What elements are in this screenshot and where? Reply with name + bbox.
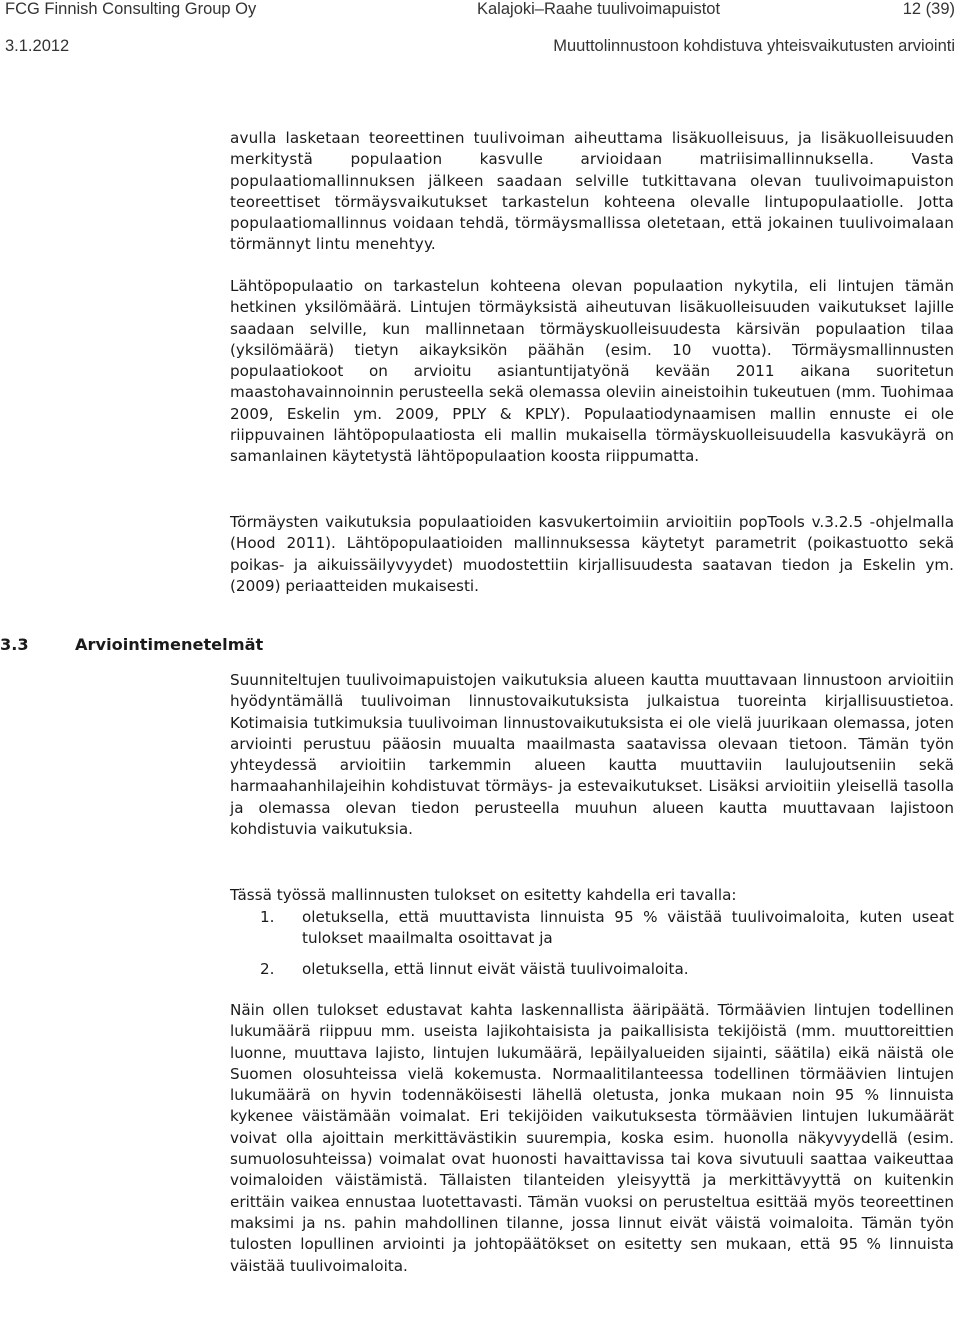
paragraph-text: Näin ollen tulokset edustavat kahta laskennallista ääripäätä. Törmäävien lintujen todellinen lukumäärä riippuu mm. useista lajikohtaisista ja paikallisista tekijöistä (mm. muuttoreittien luonne, muuttava lajisto, lintujen lukumäärä, lepäilyalueiden sijainti, säätila) eikä näistä ole Suomen olosuhteissa vielä kokemusta. Normaalitilanteessa todellinen törmäävien lintujen lukumäärä on hyvin todennäköisesti lähellä oletusta, jonka mukaan noin 95 % linnuista kykenee väistämään voimalat. Eri tekijöiden vaikutuksesta törmäävien lintujen lukumäärät voivat olla ajoittain merkittävästikin suurempia, koska esim. huonolla näkyvyydellä (esim. sumuolosuhteissa) voimalat ovat huonosti havaittavissa tai kova sivutuuli saattaa vaikeuttaa voimaloiden väistämistä. Tällaisten tilanteiden yleisyyttä ja merkittävyyttä on kuitenkin erittäin vaikea ennustaa luotettavasti. Tämän vuoksi on perusteltua esittää myös teoreettinen maksimi ja ns. pahin mahdollinen tilanne, jossa linnut eivät väistä voimaloita. Tämän työn tulosten lopullinen arviointi ja johtopäätökset on esitetty sen mukaan, että 95 % linnuista väistää tuulivoimaloita. bbox=[230, 1001, 954, 1275]
company-name: FCG Finnish Consulting Group Oy bbox=[5, 0, 257, 18]
page-number: 12 (39) bbox=[902, 0, 955, 18]
paragraph-poptools bbox=[230, 512, 954, 597]
list-marker: 2. bbox=[260, 959, 275, 978]
page-header bbox=[5, 0, 955, 62]
document-title: Muuttolinnustoon kohdistuva yhteisvaikutusten arviointi bbox=[553, 37, 955, 55]
paragraph-text: avulla lasketaan teoreettinen tuulivoiman aiheuttama lisäkuolleisuus, ja lisäkuolleisuuden merkitystä populaation kasvulle arvioidaan matriisimallinnuksella. Vasta populaatiomallinnuksen jälkeen saadaan selville tutkittavana olevan tuulivoimapuiston teoreettiset törmäysvaikutukset tarkastelun kohteena olevalle lintupopulaatiolle. Jotta populaatiomallinnus voidaan tehdä, törmäysmallissa oletetaan, että jokainen tuulivoimalaan törmännyt lintu menehtyy. bbox=[230, 129, 954, 254]
list-item-text: oletuksella, että muuttavista linnuista 95 % väistää tuulivoimaloita, kuten useat tulokset maailmalta osoittavat ja bbox=[302, 908, 954, 948]
list-marker: 1. bbox=[260, 908, 275, 926]
paragraph-text: Lähtöpopulaatio on tarkastelun kohteena olevan populaation nykytila, eli lintujen tämän hetkinen yksilömäärä. Lintujen törmäyksistä aiheutuvan lisäkuolleisuuden vaikutukset lajille saadaan selville, kun mallinnetaan törmäyskuolleisuudesta kärsivän populaation tilaa (yksilömäärä) tietyn aikayksikön päähän (esim. 10 vuotta). Törmäysmallinnusten populaatiokoot on arvioitu asiantuntijatyönä kevään 2011 aikana suoritetun maastohavainnoinnin perusteella sekä olemassa oleviin aineistoihin tukeutuen (mm. Tuohimaa 2009, Eskelin ym. 2009, PPLY & KPLY). Populaatiodynaamisen mallin ennuste ei ole riippuvainen lähtöpopulaatiosta eli mallin mukaisella törmäyskuolleisuudella kasvukäyrä on samanlainen käytetystä lähtöpopulaation koosta riippumatta. bbox=[230, 277, 954, 466]
section-title: Arviointimenetelmät bbox=[75, 635, 264, 654]
paragraph-starting-population bbox=[230, 276, 954, 468]
list-item bbox=[230, 907, 954, 950]
paragraph-list-intro bbox=[230, 885, 954, 906]
section-number: 3.3 bbox=[0, 635, 29, 654]
paragraph-text: Suunniteltujen tuulivoimapuistojen vaikutuksia alueen kautta muuttavaan linnustoon arvioitiin hyödyntämällä tuulivoiman linnustovaikutuksista julkaistua tuoreinta kirjallisuustietoa. Kotimaisia tutkimuksia tuulivoiman linnustovaikutuksista ei ole vielä juurikaan olemassa, joten arviointi perustuu pääosin muualta maailmasta saatavissa olevaan tietoon. Tämän työn yhteydessä arvioitiin tarkemmin alueen kautta muuttaviin laulujoutseniin sekä harmaahanhilajeihin kohdistuvat törmäys- ja estevaikutukset. Lisäksi arvioitiin yleisellä tasolla ja olemassa olevan tiedon perusteella muuhun alueen kautta muuttavaan lajistoon kohdistuvia vaikutuksia. bbox=[230, 671, 954, 839]
results-method-list bbox=[230, 907, 954, 989]
project-name: Kalajoki–Raahe tuulivoimapuistot bbox=[477, 0, 721, 18]
list-item bbox=[230, 959, 954, 980]
paragraph-text: Törmäysten vaikutuksia populaatioiden kasvukertoimiin arvioitiin popTools v.3.2.5 -ohjelmalla (Hood 2011). Lähtöpopulaatioiden mallinnuksessa käytetyt parametrit (poikastuotto sekä poikas- ja aikuissäilyvyydet) muodostettiin kirjallisuudesta saatavan tiedon ja Eskelin ym. (2009) periaatteiden mukaisesti. bbox=[230, 513, 954, 595]
list-item-text: oletuksella, että linnut eivät väistä tuulivoimaloita. bbox=[302, 959, 689, 978]
paragraph-population-modelling bbox=[230, 128, 954, 256]
section-heading bbox=[0, 635, 263, 654]
paragraph-assessment-method bbox=[230, 670, 954, 840]
document-date: 3.1.2012 bbox=[5, 37, 70, 55]
paragraph-text: Tässä työssä mallinnusten tulokset on esitetty kahdella eri tavalla: bbox=[230, 886, 737, 904]
paragraph-conclusions bbox=[230, 1000, 954, 1277]
